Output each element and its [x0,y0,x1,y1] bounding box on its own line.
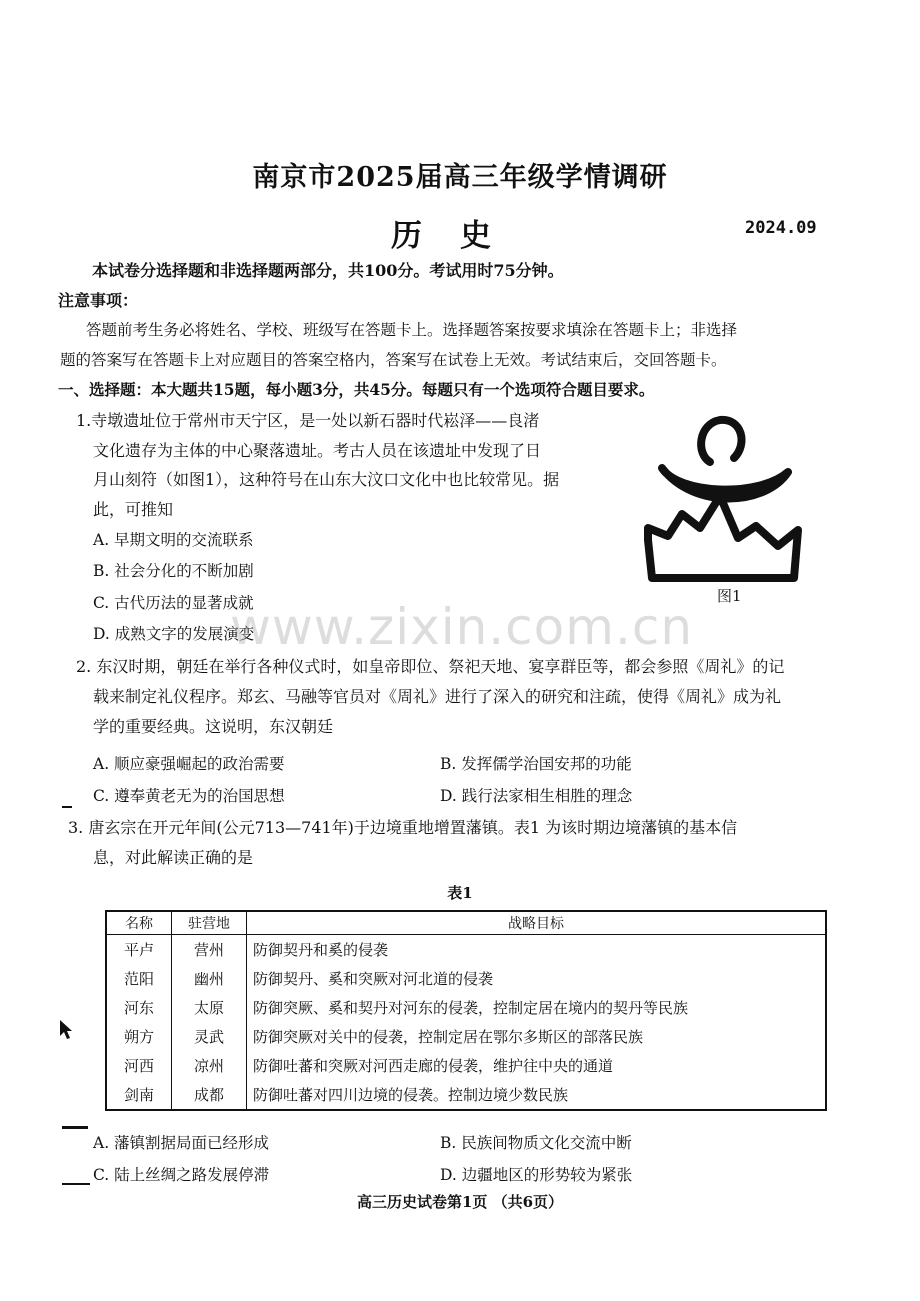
q1-option-a: A. 早期文明的交流联系 [93,531,254,549]
exam-subject: 历史 [391,218,529,254]
table-1 [105,910,827,1111]
cell-garrison: 营州 [172,935,247,965]
q3-option-d: D. 边疆地区的形势较为紧张 [440,1166,633,1184]
margin-mark [62,1183,90,1185]
q1-option-d: D. 成熟文字的发展演变 [93,625,255,643]
table-row [106,935,826,965]
notice-heading: 注意事项： [58,291,139,310]
cell-name: 河东 [106,993,172,1022]
table-row [106,1051,826,1080]
cell-goal: 防御契丹、奚和突厥对河北道的侵袭 [253,970,494,988]
exam-date: 2024.09 [745,218,817,238]
cell-name: 范阳 [106,964,172,993]
section-heading: 一、选择题：本大题共15题，每小题3分，共45分。每题只有一个选项符合题目要求。 [58,380,655,399]
cell-name: 朔方 [106,1022,172,1051]
cell-name: 河西 [106,1051,172,1080]
table-row [106,1080,826,1110]
cell-goal: 防御突厥对关中的侵袭，控制定居在鄂尔多斯区的部落民族 [253,1028,644,1046]
q3-option-c: C. 陆上丝绸之路发展停滞 [93,1166,270,1184]
cell-name: 剑南 [106,1080,172,1110]
table-row [106,993,826,1022]
cell-garrison: 成都 [172,1080,247,1110]
cell-goal: 防御契丹和奚的侵袭 [253,941,389,959]
q2-line-2: 载来制定礼仪程序。郑玄、马融等官员对《周礼》进行了深入的研究和注疏，使得《周礼》成为礼 [93,687,782,706]
notice-line-2: 题的答案写在答题卡上对应题目的答案空格内，答案写在试卷上无效。考试结束后，交回答题卡。 [60,351,727,369]
cell-garrison: 太原 [172,993,247,1022]
watermark: www.zixin.com.cn [230,598,694,656]
cell-goal: 防御突厥、奚和契丹对河东的侵袭，控制定居在境内的契丹等民族 [253,999,689,1017]
figure-1-label: 图1 [717,587,742,605]
q1-line-4: 此，可推知 [93,500,174,519]
cell-garrison: 灵武 [172,1022,247,1051]
q2-option-a: A. 顺应豪强崛起的政治需要 [93,755,285,773]
margin-mark [62,1126,88,1129]
cell-garrison: 凉州 [172,1051,247,1080]
q3-option-b: B. 民族间物质文化交流中断 [440,1134,632,1152]
header-name: 名称 [106,911,172,935]
q1-line-2: 文化遗存为主体的中心聚落遗址。考古人员在该遗址中发现了日 [93,441,542,460]
q1-line-1: 1.寺墩遗址位于常州市天宁区，是一处以新石器时代崧泽——良渚 [76,411,540,430]
q3-option-a: A. 藩镇割据局面已经形成 [93,1134,270,1152]
cell-name: 平卢 [106,935,172,965]
table-row [106,1022,826,1051]
cursor-arrow-icon [58,1018,72,1040]
table-1-caption: 表1 [447,884,473,902]
q3-line-2: 息，对此解读正确的是 [93,848,254,867]
q2-option-c: C. 遵奉黄老无为的治国思想 [93,787,285,805]
header-garrison: 驻营地 [172,911,247,935]
margin-mark [62,806,72,808]
q2-line-1: 2. 东汉时期，朝廷在举行各种仪式时，如皇帝即位、祭祀天地、宴享群臣等，都会参照《周礼》的记 [76,657,785,676]
q2-option-d: D. 践行法家相生相胜的理念 [440,787,633,805]
table-row [106,964,826,993]
sun-moon-mountain-glyph [638,410,804,582]
exam-title: 南京市2025届高三年级学情调研 [252,162,668,193]
cell-goal: 防御吐蕃和突厥对河西走廊的侵袭，维护往中央的通道 [253,1057,614,1075]
q3-line-1: 3. 唐玄宗在开元年间(公元713—741年)于边境重地增置藩镇。表1 为该时期边境藩镇的基本信 [68,818,738,837]
q1-line-3: 月山刻符（如图1），这种符号在山东大汶口文化中也比较常见。据 [93,470,560,489]
q1-option-c: C. 古代历法的显著成就 [93,594,254,612]
header-strategic-goal: 战略目标 [247,911,827,935]
q2-option-b: B. 发挥儒学治国安邦的功能 [440,755,632,773]
q1-option-b: B. 社会分化的不断加剧 [93,562,254,580]
page-footer: 高三历史试卷第1页 （共6页） [356,1193,564,1211]
cell-goal: 防御吐蕃对四川边境的侵袭。控制边境少数民族 [253,1086,569,1104]
exam-intro: 本试卷分选择题和非选择题两部分，共100分。考试用时75分钟。 [92,261,564,280]
table-header-row [106,911,826,935]
q2-line-3: 学的重要经典。这说明，东汉朝廷 [93,717,334,736]
notice-line-1: 答题前考生务必将姓名、学校、班级写在答题卡上。选择题答案按要求填涂在答题卡上；非选择 [86,321,738,339]
cell-garrison: 幽州 [172,964,247,993]
